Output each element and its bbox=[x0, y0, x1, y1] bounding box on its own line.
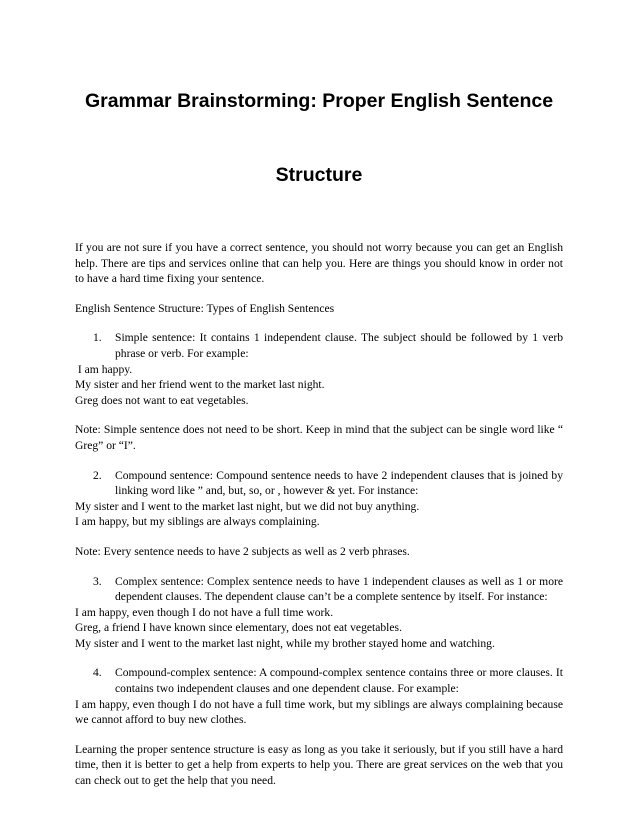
list-item-text: Compound-complex sentence: A compound-complex sentence contains three or more clauses. It contains two independent clauses and one dependent clause. For example: bbox=[115, 666, 563, 696]
example-sentence: Greg, a friend I have known since elementary, does not eat vegetables. bbox=[75, 621, 402, 635]
section-heading: English Sentence Structure: Types of English Sentences bbox=[75, 301, 335, 315]
list-item-text: Complex sentence: Complex sentence needs to have 1 independent clauses as well as 1 or more dependent clauses. The dependent clause can’t be a complete sentence by itself. For instance: bbox=[115, 574, 563, 604]
note-paragraph: Note: Every sentence needs to have 2 subjects as well as 2 verb phrases. bbox=[75, 544, 410, 558]
list-item-text: Compound sentence: Compound sentence needs to have 2 independent clauses that is joined by linking word like ” and, but, so, or , however & yet. For instance: bbox=[115, 468, 563, 498]
example-sentence: My sister and I went to the market last night, while my brother stayed home and watching. bbox=[75, 636, 495, 650]
example-sentence: I am happy, even though I do not have a full time work. bbox=[75, 605, 334, 619]
example-sentence: My sister and I went to the market last night, but we did not buy anything. bbox=[75, 499, 420, 513]
list-number: 1. bbox=[93, 331, 102, 345]
list-item bbox=[75, 468, 563, 499]
list-item bbox=[75, 665, 563, 696]
example-sentence: I am happy, even though I do not have a full time work, but my siblings are always complaining because we cannot afford to buy new clothes. bbox=[75, 697, 563, 727]
list-item bbox=[75, 574, 563, 605]
list-number: 4. bbox=[93, 666, 102, 680]
example-sentence: My sister and her friend went to the market last night. bbox=[75, 378, 325, 392]
list-number: 2. bbox=[93, 468, 102, 482]
list-item-text: Simple sentence: It contains 1 independent clause. The subject should be followed by 1 verb phrase or verb. For example: bbox=[115, 331, 563, 360]
intro-paragraph: If you are not sure if you have a correct sentence, you should not worry because you can get an English help. There are tips and services online that can help you. Here are things you should know in order not to have a hard time fixing your sentence. bbox=[75, 241, 563, 286]
list-number: 3. bbox=[93, 574, 102, 588]
note-paragraph: Note: Simple sentence does not need to be short. Keep in mind that the subject can be single word like “ Greg” or “I”. bbox=[75, 423, 563, 452]
example-sentence: Greg does not want to eat vegetables. bbox=[75, 393, 249, 407]
example-sentence: I am happy, but my siblings are always complaining. bbox=[75, 515, 320, 529]
title-line-1: Grammar Brainstorming: Proper English Sentence bbox=[84, 90, 554, 112]
document-body bbox=[75, 240, 563, 789]
title-line-2: Structure bbox=[275, 164, 363, 186]
list-item bbox=[75, 330, 563, 361]
closing-paragraph: Learning the proper sentence structure is easy as long as you take it seriously, but if you still have a hard time, then it is better to get a help from experts to help you. There are great services on the web that you can check out to get the help that you need. bbox=[75, 742, 563, 788]
example-sentence: I am happy. bbox=[75, 362, 133, 376]
